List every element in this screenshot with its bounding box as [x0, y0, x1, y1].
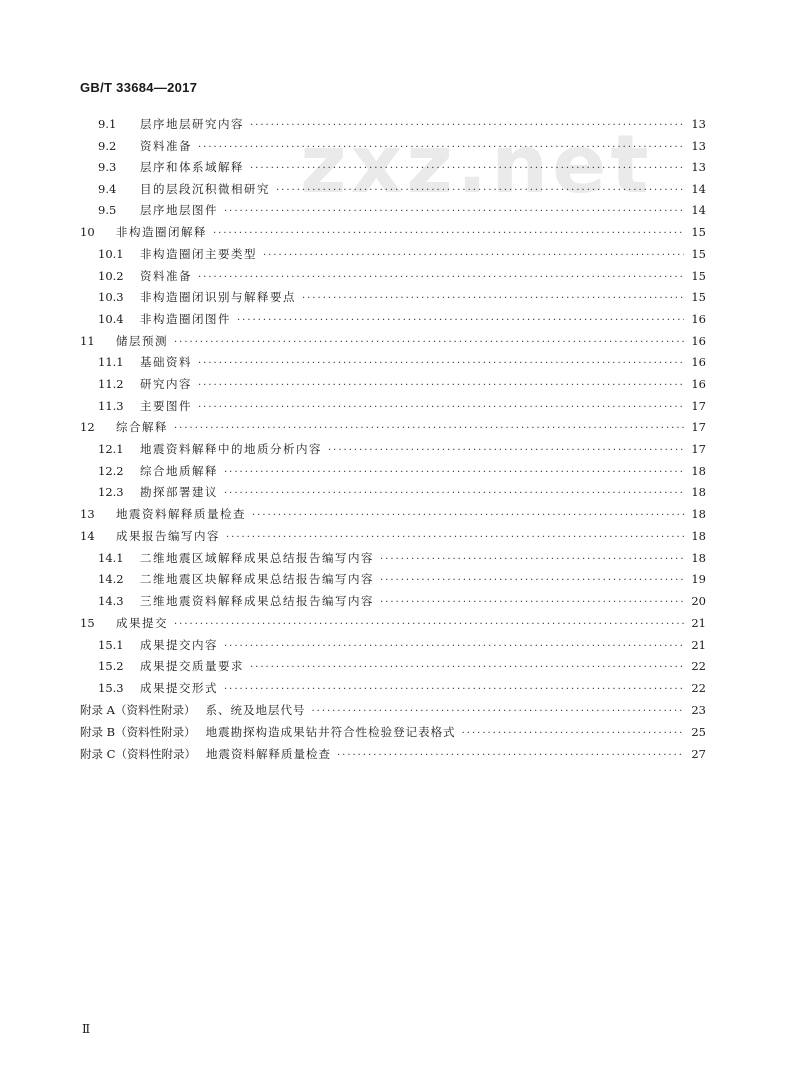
toc-entry-title: 二维地震区块解释成果总结报告编写内容: [140, 572, 374, 587]
toc-leader-dots: [198, 267, 684, 289]
toc-leader-dots: [337, 745, 684, 767]
toc-entry-page: 16: [691, 333, 706, 348]
toc-leader-dots: [224, 636, 684, 658]
toc-entry-title: 地震勘探构造成果钻井符合性检验登记表格式: [205, 724, 456, 739]
toc-leader-dots: [380, 549, 684, 571]
toc-entry-page: 20: [691, 594, 706, 609]
toc-entry-number: 附录 C（资料性附录）: [80, 746, 196, 761]
toc-entry-number: 9.3: [98, 160, 117, 175]
toc-entry-number: 14.3: [98, 594, 124, 609]
toc-entry[interactable]: [80, 613, 706, 635]
toc-entry-title: 成果提交质量要求: [140, 659, 244, 674]
toc-entry-title: 非构造圈闭识别与解释要点: [140, 290, 296, 305]
toc-entry-page: 21: [691, 637, 706, 652]
toc-entry-number: 12.2: [98, 463, 124, 478]
toc-entry-page: 18: [691, 507, 706, 522]
toc-leader-dots: [250, 115, 684, 137]
toc-leader-dots: [263, 245, 684, 267]
toc-entry-page: 15: [691, 246, 706, 261]
toc-leader-dots: [198, 137, 684, 159]
toc-entry-page: 17: [691, 398, 706, 413]
toc-entry-title: 储层预测: [116, 333, 168, 348]
toc-entry-page: 17: [691, 442, 706, 457]
toc-entry-title: 非构造圈闭主要类型: [140, 246, 257, 261]
toc-entry-title: 主要图件: [140, 398, 192, 413]
toc-entry[interactable]: [80, 548, 706, 570]
toc-entry[interactable]: [80, 417, 706, 439]
toc-entry[interactable]: [80, 635, 706, 657]
toc-entry[interactable]: [80, 439, 706, 461]
toc-entry-number: 10.4: [98, 311, 124, 326]
toc-entry-number: 14.2: [98, 572, 124, 587]
toc-entry[interactable]: [80, 678, 706, 700]
toc-leader-dots: [462, 723, 684, 745]
toc-entry-title: 非构造圈闭解释: [116, 225, 207, 240]
toc-entry-number: 15: [80, 616, 95, 630]
toc-entry-page: 15: [691, 225, 706, 240]
toc-entry-number: 12: [80, 420, 95, 435]
toc-entry-page: 22: [691, 680, 706, 695]
toc-leader-dots: [276, 180, 684, 202]
toc-leader-dots: [224, 201, 684, 223]
toc-leader-dots: [224, 462, 684, 484]
toc-entry[interactable]: [80, 244, 706, 266]
toc-leader-dots: [224, 483, 684, 505]
toc-entry-title: 地震资料解释质量检查: [116, 507, 246, 522]
toc-entry-number: 9.1: [98, 117, 117, 131]
toc-entry-title: 层序和体系域解释: [140, 160, 244, 175]
toc-entry-title: 研究内容: [140, 376, 192, 391]
toc-entry-page: 17: [691, 420, 706, 435]
toc-entry-page: 15: [691, 268, 706, 283]
toc-entry-number: 10.3: [98, 290, 124, 305]
toc-entry-page: 27: [691, 746, 706, 761]
table-of-contents: [80, 114, 706, 765]
toc-entry-title: 资料准备: [140, 138, 192, 153]
toc-entry-number: 15.1: [98, 637, 124, 652]
toc-entry-page: 21: [691, 616, 706, 630]
toc-entry-page: 22: [691, 659, 706, 674]
toc-annex-entry[interactable]: [80, 722, 706, 744]
toc-entry[interactable]: [80, 352, 706, 374]
toc-entry-title: 非构造圈闭图件: [140, 311, 231, 326]
toc-entry-title: 成果提交: [116, 616, 168, 630]
toc-entry-title: 成果报告编写内容: [116, 529, 220, 544]
toc-leader-dots: [250, 158, 684, 180]
toc-entry-number: 14: [80, 529, 95, 544]
toc-entry-page: 13: [691, 117, 706, 131]
toc-entry-title: 综合地质解释: [140, 463, 218, 478]
toc-leader-dots: [198, 397, 684, 419]
toc-entry[interactable]: [80, 482, 706, 504]
toc-entry-number: 13: [80, 507, 95, 522]
watermark-text: zxz.net: [300, 118, 653, 211]
toc-entry-number: 9.2: [98, 138, 117, 153]
toc-entry-number: 10: [80, 225, 95, 240]
toc-leader-dots: [250, 657, 684, 679]
toc-entry-number: 11: [80, 333, 95, 348]
toc-annex-entry[interactable]: [80, 700, 706, 722]
toc-leader-dots: [302, 288, 684, 310]
toc-leader-dots: [380, 570, 684, 592]
toc-entry-page: 15: [691, 290, 706, 305]
toc-entry-title: 系、统及地层代号: [205, 702, 306, 717]
toc-entry-number: 附录 B（资料性附录）: [80, 724, 196, 739]
toc-entry-title: 三维地震资料解释成果总结报告编写内容: [140, 594, 374, 609]
toc-leader-dots: [198, 353, 684, 375]
toc-entry-page: 18: [691, 529, 706, 544]
toc-entry[interactable]: [80, 157, 706, 179]
toc-entry[interactable]: [80, 200, 706, 222]
toc-leader-dots: [174, 418, 684, 440]
toc-entry[interactable]: [80, 504, 706, 526]
toc-entry-title: 地震资料解释质量检查: [205, 746, 331, 761]
toc-leader-dots: [174, 332, 684, 354]
page-number: Ⅱ: [82, 1022, 91, 1036]
toc-entry-page: 16: [691, 311, 706, 326]
toc-leader-dots: [252, 505, 684, 527]
toc-entry-page: 13: [691, 160, 706, 175]
toc-entry-page: 13: [691, 138, 706, 153]
toc-entry[interactable]: [80, 569, 706, 591]
toc-leader-dots: [311, 701, 684, 723]
toc-entry-title: 资料准备: [140, 268, 192, 283]
toc-entry[interactable]: [80, 114, 706, 136]
toc-entry[interactable]: [80, 656, 706, 678]
toc-entry-number: 12.3: [98, 485, 124, 500]
toc-entry-number: 9.4: [98, 181, 117, 196]
toc-entry-title: 基础资料: [140, 355, 192, 370]
toc-entry-title: 层序地层图件: [140, 203, 218, 218]
toc-entry-title: 二维地震区域解释成果总结报告编写内容: [140, 550, 374, 565]
toc-entry-title: 成果提交形式: [140, 680, 218, 695]
toc-entry[interactable]: [80, 309, 706, 331]
toc-entry-number: 11.2: [98, 376, 124, 391]
toc-entry[interactable]: [80, 222, 706, 244]
toc-entry-page: 16: [691, 376, 706, 391]
toc-entry[interactable]: [80, 396, 706, 418]
toc-entry-title: 层序地层研究内容: [140, 117, 244, 131]
toc-entry-number: 15.2: [98, 659, 124, 674]
toc-entry[interactable]: [80, 526, 706, 548]
toc-entry[interactable]: [80, 374, 706, 396]
toc-leader-dots: [380, 592, 684, 614]
toc-entry-number: 14.1: [98, 550, 124, 565]
toc-entry-page: 18: [691, 550, 706, 565]
toc-entry-page: 14: [691, 203, 706, 218]
standard-code-header: GB/T 33684—2017: [80, 80, 198, 95]
toc-entry[interactable]: [80, 591, 706, 613]
toc-entry-title: 成果提交内容: [140, 637, 218, 652]
toc-entry-page: 23: [691, 702, 706, 717]
toc-entry-number: 9.5: [98, 203, 117, 218]
toc-entry-page: 18: [691, 485, 706, 500]
toc-entry[interactable]: [80, 461, 706, 483]
toc-entry[interactable]: [80, 287, 706, 309]
toc-entry[interactable]: [80, 266, 706, 288]
toc-leader-dots: [198, 375, 684, 397]
toc-entry[interactable]: [80, 136, 706, 158]
toc-entry-page: 16: [691, 355, 706, 370]
toc-leader-dots: [174, 614, 684, 636]
toc-entry-number: 10.1: [98, 246, 124, 261]
toc-entry-page: 18: [691, 463, 706, 478]
toc-entry-number: 11.1: [98, 355, 124, 370]
toc-leader-dots: [226, 527, 684, 549]
toc-entry-title: 综合解释: [116, 420, 168, 435]
toc-entry-number: 15.3: [98, 680, 124, 695]
toc-entry-number: 12.1: [98, 442, 124, 457]
toc-leader-dots: [328, 440, 684, 462]
toc-annex-entry[interactable]: [80, 744, 706, 766]
toc-entry-title: 目的层段沉积微相研究: [140, 181, 270, 196]
toc-entry-page: 14: [691, 181, 706, 196]
toc-entry[interactable]: [80, 179, 706, 201]
toc-entry[interactable]: [80, 331, 706, 353]
toc-leader-dots: [213, 223, 684, 245]
toc-entry-number: 11.3: [98, 398, 124, 413]
toc-leader-dots: [224, 679, 684, 701]
toc-entry-page: 19: [691, 572, 706, 587]
toc-entry-number: 10.2: [98, 268, 124, 283]
toc-entry-page: 25: [691, 724, 706, 739]
toc-entry-title: 勘探部署建议: [140, 485, 218, 500]
toc-entry-number: 附录 A（资料性附录）: [80, 702, 196, 717]
toc-leader-dots: [237, 310, 684, 332]
toc-entry-title: 地震资料解释中的地质分析内容: [140, 442, 322, 457]
